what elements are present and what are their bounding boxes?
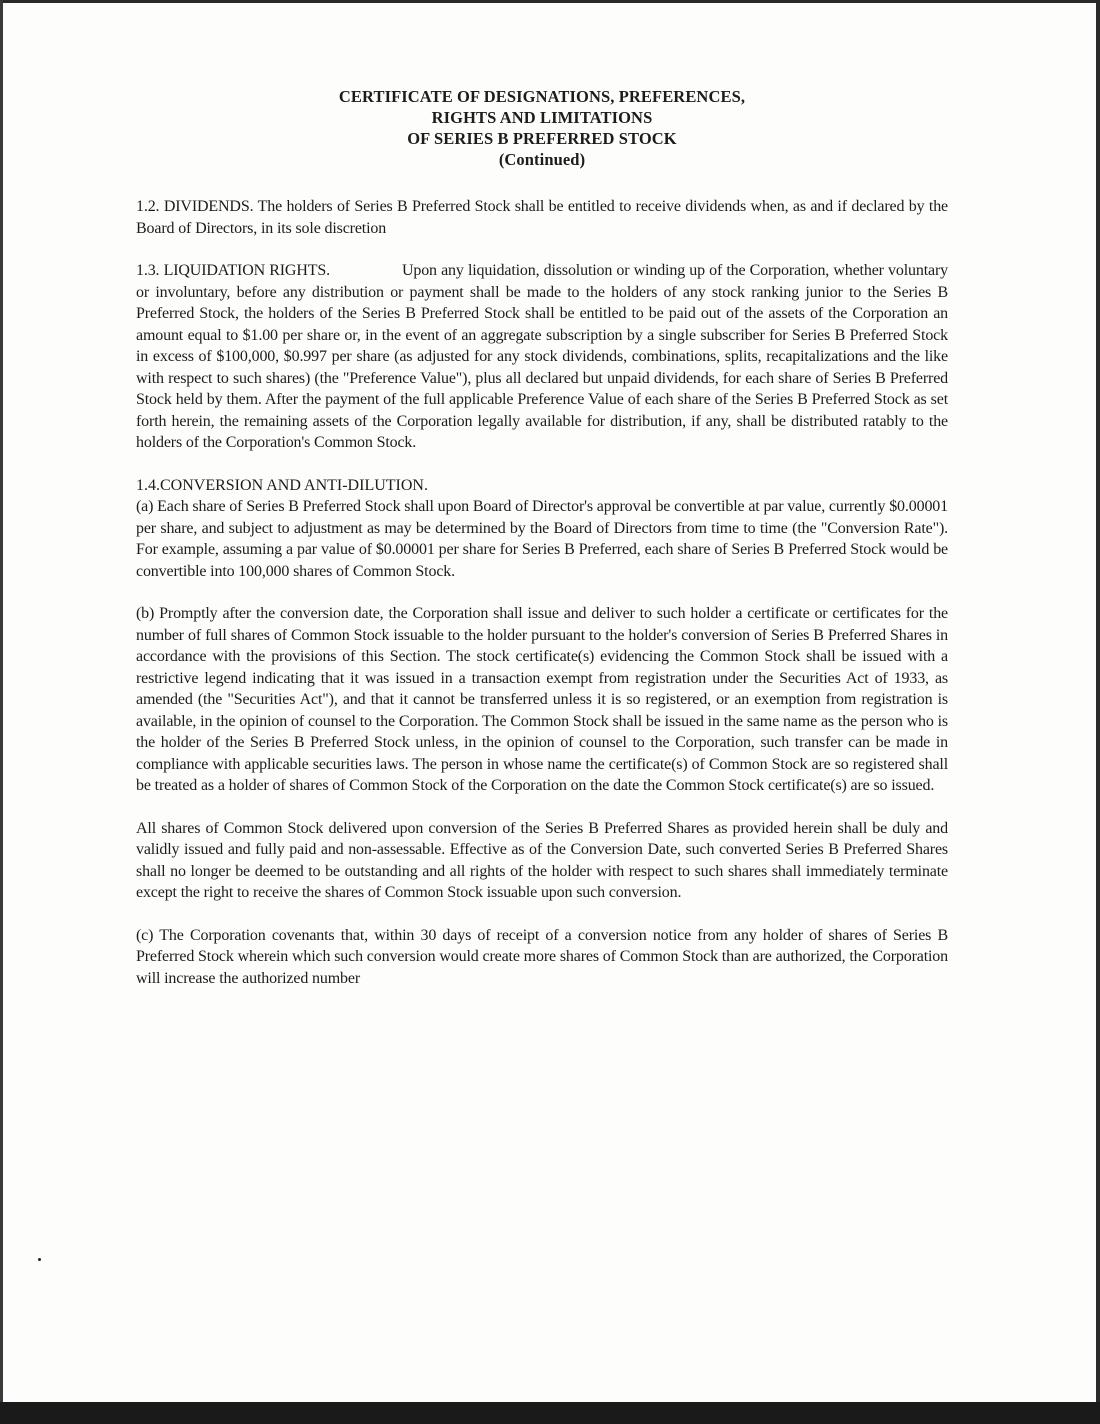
scan-edge-right xyxy=(1096,0,1100,1424)
scan-edge-left xyxy=(0,0,3,1424)
title-line-1: CERTIFICATE OF DESIGNATIONS, PREFERENCES, xyxy=(338,87,746,106)
section-dividends xyxy=(136,196,948,239)
section-liquidation-heading: 1.3. LIQUIDATION RIGHTS. xyxy=(136,262,330,279)
document-title xyxy=(136,86,948,170)
scan-edge-top xyxy=(0,0,1100,3)
section-conversion-para-a: (a) Each share of Series B Preferred Stock shall upon Board of Director's approval be convertible at par value, currently $0.00001 per share, and subject to adjustment as may be determined by the Board of Directors from time to time (the "Conversion Rate"). For example, assuming a par value of $0.00001 per share for Series B Preferred, each share of Series B Preferred Stock would be convertible into 100,000 shares of Common Stock. xyxy=(136,498,948,580)
document-page xyxy=(136,86,948,1010)
section-dividends-text: The holders of Series B Preferred Stock shall be entitled to receive dividends when, as and if declared by the Board of Directors, in its sole discretion xyxy=(136,198,948,237)
scan-speck xyxy=(38,1258,41,1261)
section-liquidation-text: Upon any liquidation, dissolution or winding up of the Corporation, whether voluntary or involuntary, before any distribution or payment shall be made to the holders of any stock ranking junior to the Series B Preferred Stock, the holders of the Series B Preferred Stock shall be entitled to be paid out of the assets of the Corporation an amount equal to $1.00 per share or, in the event of an aggregate subscription by a single subscriber for Series B Preferred Stock in excess of $100,000, $0.997 per share (as adjusted for any stock dividends, combinations, splits, recapitalizations and the like with respect to such shares) (the "Preference Value"), plus all declared but unpaid dividends, for each share of Series B Preferred Stock held by them. After the payment of the full applicable Preference Value of each share of the Series B Preferred Stock as set forth herein, the remaining assets of the Corporation legally available for distribution, if any, shall be distributed ratably to the holders of the Corporation's Common Stock. xyxy=(136,262,948,451)
section-dividends-heading: 1.2. DIVIDENDS. xyxy=(136,198,254,215)
section-liquidation xyxy=(136,260,948,454)
section-conversion-heading: 1.4.CONVERSION AND ANTI-DILUTION. xyxy=(136,476,428,494)
title-line-2: RIGHTS AND LIMITATIONS xyxy=(431,108,653,127)
section-conversion-para-b: (b) Promptly after the conversion date, the Corporation shall issue and deliver to such holder a certificate or certificates for the number of full shares of Common Stock issuable to the holder pursuant to the holder's conversion of Series B Preferred Shares in accordance with the provisions of this Section. The stock certificate(s) evidencing the Common Stock shall be issued with a restrictive legend indicating that it was issued in a transaction exempt from registration under the Securities Act of 1933, as amended (the "Securities Act"), and that it cannot be transferred unless it is so registered, or an exemption from registration is available, in the opinion of counsel to the Corporation. The Common Stock shall be issued in the same name as the person who is the holder of the Series B Preferred Stock unless, in the opinion of counsel to the Corporation, such transfer can be made in compliance with applicable securities laws. The person in whose name the certificate(s) of Common Stock are so registered shall be treated as a holder of shares of Common Stock of the Corporation on the date the Common Stock certificate(s) are so issued. xyxy=(136,605,948,794)
title-line-4: (Continued) xyxy=(498,150,586,169)
section-conversion-para-all-shares: All shares of Common Stock delivered upon conversion of the Series B Preferred Shares as provided herein shall be duly and validly issued and fully paid and non-assessable. Effective as of the Conversion Date, such converted Series B Preferred Shares shall no longer be deemed to be outstanding and all rights of the holder with respect to such shares shall immediately terminate except the right to receive the shares of Common Stock issuable upon such conversion. xyxy=(136,819,948,901)
section-conversion-para-c: (c) The Corporation covenants that, within 30 days of receipt of a conversion notice from any holder of shares of Series B Preferred Stock wherein which such conversion would create more shares of Common Stock than are authorized, the Corporation will increase the authorized number xyxy=(136,926,948,987)
scan-edge-bottom xyxy=(0,1402,1100,1424)
title-line-3: OF SERIES B PREFERRED STOCK xyxy=(407,129,677,148)
